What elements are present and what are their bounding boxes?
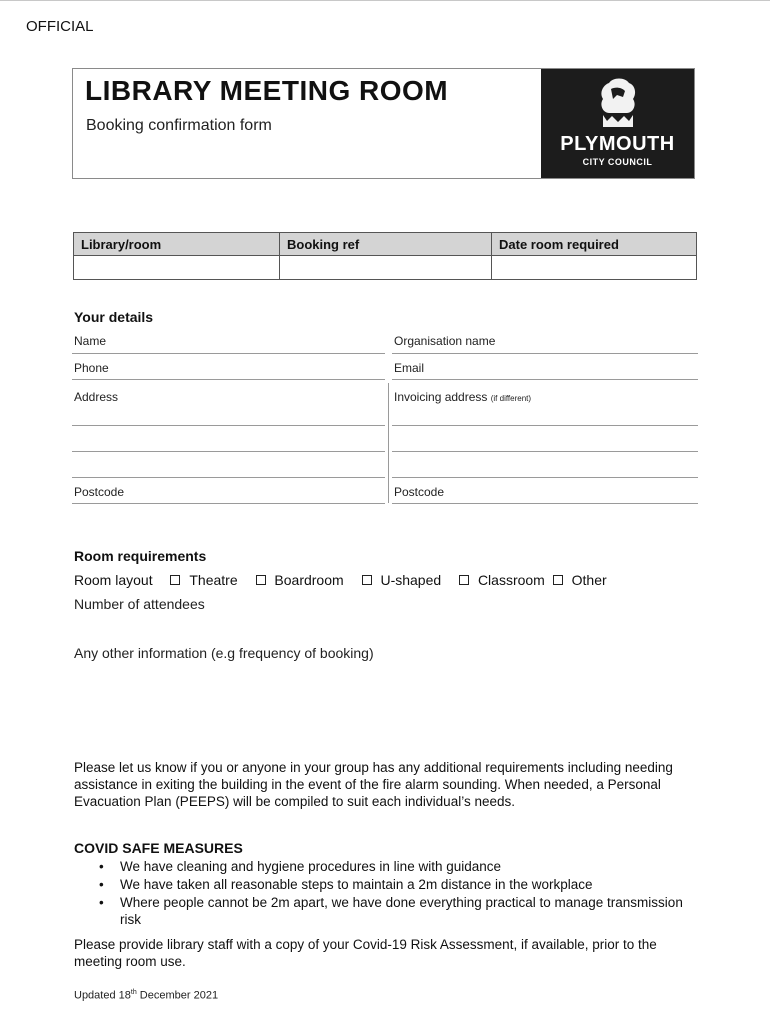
address-line-3[interactable] xyxy=(72,477,385,478)
updated-prefix: Updated 18 xyxy=(74,989,131,1002)
library-room-field[interactable] xyxy=(74,256,280,280)
updated-suffix: December 2021 xyxy=(136,989,219,1002)
name-label: Name xyxy=(74,334,107,348)
name-field[interactable] xyxy=(72,353,385,354)
additional-requirements-notice: Please let us know if you or anyone in your group has any additional requirements including needing assistance in exiting the building in the event of the fire alarm sounding. When needed, a Personal Evacuation Plan (PEEPS) will be compiled to suit each individual’s needs. xyxy=(74,760,673,809)
invoicing-line-3[interactable] xyxy=(392,477,698,478)
attendees-label: Number of attendees xyxy=(74,596,205,612)
form-subtitle: Booking confirmation form xyxy=(86,117,272,134)
email-label: Email xyxy=(394,361,425,375)
your-details-heading: Your details xyxy=(74,309,154,325)
u-shaped-checkbox[interactable] xyxy=(362,575,372,585)
form-title: LIBRARY MEETING ROOM xyxy=(85,75,449,106)
organisation-label: Organisation name xyxy=(394,334,496,348)
other-checkbox[interactable] xyxy=(553,575,563,585)
organisation-field[interactable] xyxy=(392,353,698,354)
form-header xyxy=(72,68,695,179)
postcode-label: Postcode xyxy=(74,485,125,499)
invoicing-line-1[interactable] xyxy=(392,425,698,426)
list-item: • Where people cannot be 2m apart, we have done everything practical to manage transmission risk xyxy=(74,894,704,928)
invoicing-label xyxy=(394,390,531,404)
list-item: • We have taken all reasonable steps to maintain a 2m distance in the workplace xyxy=(74,876,704,893)
date-required-field[interactable] xyxy=(492,256,697,280)
postcode-field[interactable] xyxy=(72,503,385,504)
theatre-option-label: Theatre xyxy=(189,572,238,589)
address-divider xyxy=(388,383,389,503)
address-label: Address xyxy=(74,390,119,404)
updated-date xyxy=(74,989,218,1002)
council-logo xyxy=(541,69,694,178)
invoicing-postcode-label: Postcode xyxy=(394,485,445,499)
logo-wordmark: PLYMOUTH xyxy=(560,133,675,155)
invoicing-postcode-field[interactable] xyxy=(392,503,698,504)
room-layout-label: Room layout xyxy=(74,572,153,589)
address-line-1[interactable] xyxy=(72,425,385,426)
phone-label: Phone xyxy=(74,361,109,375)
covid-measures-list xyxy=(74,858,704,929)
lion-crest-icon xyxy=(595,75,641,131)
email-field[interactable] xyxy=(392,379,698,380)
page-top-border xyxy=(0,0,770,1)
covid-heading: COVID SAFE MEASURES xyxy=(74,840,243,856)
table-header-library-room: Library/room xyxy=(74,233,280,256)
risk-assessment-request: Please provide library staff with a copy of your Covid-19 Risk Assessment, if available, prior to the meeting room use. xyxy=(74,937,657,969)
list-item: • We have cleaning and hygiene procedures in line with guidance xyxy=(74,858,704,875)
booking-reference-table xyxy=(73,232,697,280)
invoicing-label-text: Invoicing address xyxy=(394,390,488,404)
updated-ordinal: th xyxy=(130,989,137,996)
address-line-2[interactable] xyxy=(72,451,385,452)
classroom-option-label: Classroom xyxy=(477,572,545,589)
table-header-booking-ref: Booking ref xyxy=(280,233,492,256)
other-info-label: Any other information (e.g frequency of booking) xyxy=(74,645,374,661)
classification-label: OFFICIAL xyxy=(26,18,94,35)
booking-ref-field[interactable] xyxy=(280,256,492,280)
classroom-checkbox[interactable] xyxy=(459,575,469,585)
boardroom-option-label: Boardroom xyxy=(274,572,344,589)
table-header-date-required: Date room required xyxy=(492,233,697,256)
invoicing-line-2[interactable] xyxy=(392,451,698,452)
theatre-checkbox[interactable] xyxy=(170,575,180,585)
other-option-label: Other xyxy=(571,572,607,589)
room-requirements-heading: Room requirements xyxy=(74,548,207,564)
logo-subtext: CITY COUNCIL xyxy=(582,157,653,167)
u-shaped-option-label: U-shaped xyxy=(380,572,442,589)
phone-field[interactable] xyxy=(72,379,385,380)
boardroom-checkbox[interactable] xyxy=(256,575,266,585)
invoicing-note: (if different) xyxy=(490,394,532,403)
room-layout-row xyxy=(74,571,607,588)
